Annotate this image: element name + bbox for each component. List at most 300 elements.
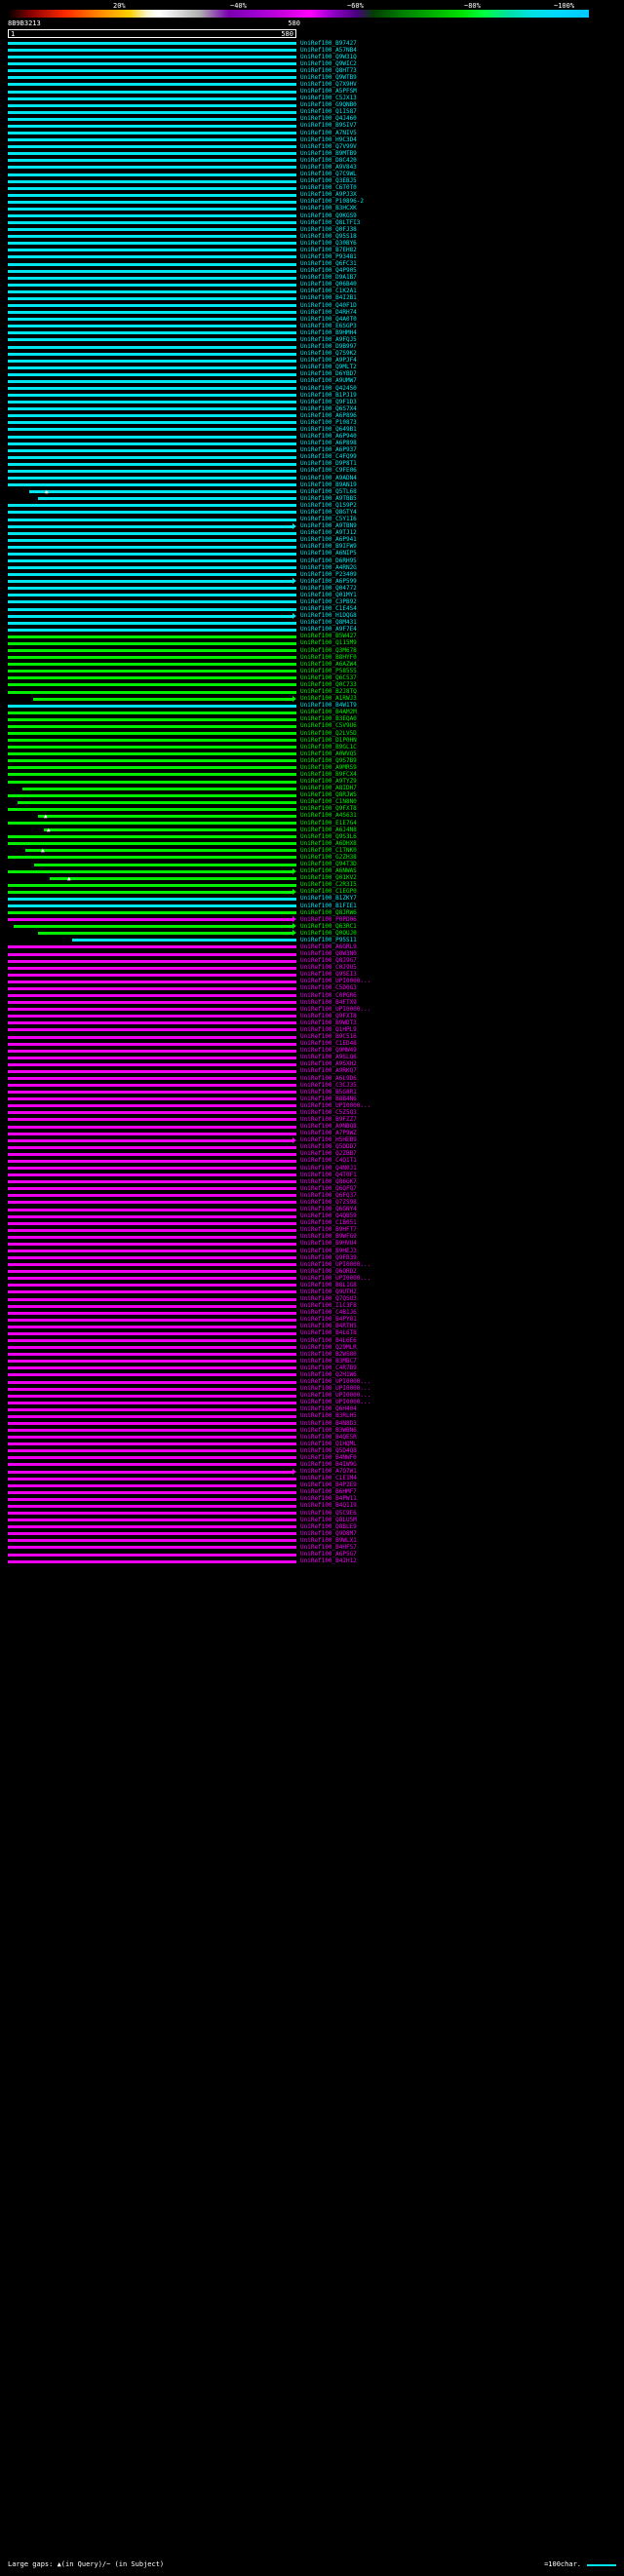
alignment-segment[interactable] <box>8 1560 296 1563</box>
alignment-segment[interactable] <box>8 1139 292 1142</box>
hit-label[interactable]: UniRef100_C5D0G3 <box>300 984 357 992</box>
alignment-segment[interactable] <box>8 456 296 459</box>
alignment-segment[interactable] <box>8 670 296 673</box>
hit-bar-row[interactable] <box>8 578 296 585</box>
hit-label[interactable]: UniRef100_B3RLH5 <box>300 1412 357 1420</box>
alignment-segment[interactable] <box>8 676 296 679</box>
alignment-segment[interactable] <box>8 201 296 204</box>
hit-label[interactable]: UniRef100_Q8LTFI3 <box>300 218 361 226</box>
alignment-segment[interactable] <box>8 62 296 65</box>
hit-label[interactable]: UniRef100_Q2H1W6 <box>300 1370 357 1378</box>
hit-label[interactable]: UniRef100_D6RH95 <box>300 557 357 564</box>
hit-label[interactable]: UniRef100_A8IDH7 <box>300 785 357 792</box>
hit-bar-row[interactable] <box>8 1116 296 1123</box>
hit-bar-row[interactable] <box>8 1075 296 1082</box>
hit-bar-row[interactable] <box>8 150 296 157</box>
hit-label[interactable]: UniRef100_B8B4N6 <box>300 1095 357 1102</box>
hit-bar-row[interactable] <box>8 1351 296 1358</box>
hit-bar-row[interactable] <box>8 302 296 309</box>
alignment-segment[interactable] <box>8 463 296 466</box>
hit-label[interactable]: UniRef100_Q8LU5M <box>300 1516 357 1523</box>
alignment-segment[interactable] <box>8 1284 296 1287</box>
hit-bar-row[interactable] <box>8 985 296 992</box>
alignment-segment[interactable] <box>8 553 296 556</box>
hit-bar-row[interactable] <box>8 668 296 674</box>
alignment-segment[interactable] <box>8 1519 296 1521</box>
alignment-segment[interactable] <box>8 387 296 390</box>
hit-bar-row[interactable] <box>8 74 296 81</box>
alignment-segment[interactable] <box>8 752 296 755</box>
hit-label[interactable]: UniRef100_A9TJ12 <box>300 529 357 537</box>
hit-label[interactable]: UniRef100_B4W1T9 <box>300 702 357 710</box>
alignment-segment[interactable] <box>8 56 296 58</box>
alignment-segment[interactable] <box>8 1305 296 1308</box>
alignment-segment[interactable] <box>8 559 296 562</box>
alignment-segment[interactable] <box>8 794 296 797</box>
hit-label[interactable]: UniRef100_H9C3D4 <box>300 135 357 143</box>
hit-label[interactable]: UniRef100_A4S631 <box>300 812 357 820</box>
hit-bar-row[interactable] <box>8 495 296 502</box>
alignment-segment[interactable] <box>8 856 296 859</box>
hit-bar-row[interactable] <box>8 447 296 454</box>
hit-label[interactable]: UniRef100_UPI0000... <box>300 1005 371 1013</box>
alignment-segment[interactable] <box>8 297 296 300</box>
hit-bar-row[interactable] <box>8 786 296 792</box>
alignment-segment[interactable] <box>8 145 296 148</box>
alignment-segment[interactable] <box>8 1001 296 1004</box>
hit-label[interactable]: UniRef100_C5Z5Q3 <box>300 1108 357 1116</box>
hit-bar-row[interactable] <box>8 1220 296 1227</box>
hit-bar-row[interactable] <box>8 889 296 896</box>
alignment-segment[interactable] <box>8 891 292 894</box>
hit-label[interactable]: UniRef100_B4JH12 <box>300 1557 357 1565</box>
hit-label[interactable]: UniRef100_Q04772 <box>300 584 357 592</box>
alignment-segment[interactable] <box>8 1539 296 1542</box>
alignment-segment[interactable] <box>8 1215 296 1218</box>
alignment-segment[interactable] <box>8 311 296 314</box>
alignment-segment[interactable] <box>8 945 296 948</box>
hit-label[interactable]: UniRef100_C0J9U5 <box>300 964 357 972</box>
hit-label[interactable]: UniRef100_B7EH82 <box>300 246 357 253</box>
alignment-segment[interactable] <box>8 635 296 638</box>
alignment-segment[interactable] <box>8 1084 296 1087</box>
hit-bar-row[interactable] <box>8 847 296 854</box>
alignment-segment[interactable] <box>8 1554 296 1557</box>
hit-bar-row[interactable] <box>8 178 296 185</box>
hit-label[interactable]: UniRef100_Q3M678 <box>300 646 357 654</box>
hit-label[interactable]: UniRef100_B4N8D3 <box>300 1419 357 1427</box>
hit-bar-row[interactable] <box>8 1192 296 1199</box>
alignment-segment[interactable] <box>8 470 296 473</box>
hit-label[interactable]: UniRef100_D9B997 <box>300 343 357 351</box>
hit-bar-row[interactable] <box>8 434 296 441</box>
hit-label[interactable]: UniRef100_Q4P905 <box>300 267 357 275</box>
hit-label[interactable]: UniRef100_A6P940 <box>300 433 357 441</box>
hit-label[interactable]: UniRef100_C3PB92 <box>300 597 357 605</box>
hit-label[interactable]: UniRef100_Q7C9WL <box>300 171 357 178</box>
alignment-segment[interactable] <box>44 827 296 834</box>
hit-bar-row[interactable] <box>8 268 296 275</box>
alignment-segment[interactable] <box>8 732 296 735</box>
hit-label[interactable]: UniRef100_A57NB4 <box>300 46 357 54</box>
hit-label[interactable]: UniRef100_C5V9U6 <box>300 722 357 730</box>
hit-bar-row[interactable] <box>8 60 296 67</box>
hit-label[interactable]: UniRef100_Q9W31Q <box>300 53 357 60</box>
alignment-segment[interactable] <box>8 904 296 907</box>
alignment-segment[interactable] <box>8 1126 296 1129</box>
alignment-segment[interactable] <box>8 214 296 217</box>
hit-label[interactable]: UniRef100_Q9UTH2 <box>300 1288 357 1295</box>
hit-label[interactable]: UniRef100_A6GRL9 <box>300 942 357 950</box>
hit-bar-row[interactable] <box>8 426 296 433</box>
hit-label[interactable]: UniRef100_UPI0000... <box>300 1392 371 1400</box>
hit-label[interactable]: UniRef100_C4Q1T1 <box>300 1157 357 1165</box>
hit-label[interactable]: UniRef100_Q9S7B9 <box>300 756 357 764</box>
hit-bar-row[interactable] <box>8 750 296 757</box>
hit-bar-row[interactable] <box>8 96 296 102</box>
hit-label[interactable]: UniRef100_Q6C537 <box>300 673 357 681</box>
hit-label[interactable]: UniRef100_Q4A0T0 <box>300 315 357 323</box>
hit-bar-row[interactable] <box>8 385 296 392</box>
hit-bar-row[interactable] <box>8 1558 296 1565</box>
hit-label[interactable]: UniRef100_B5W427 <box>300 633 357 640</box>
hit-bar-row[interactable] <box>8 1324 296 1330</box>
hit-label[interactable]: UniRef100_A9TBB5 <box>300 494 357 502</box>
hit-label[interactable]: UniRef100_Q7QSU3 <box>300 1295 357 1303</box>
hit-label[interactable]: UniRef100_UPI0000... <box>300 1260 371 1268</box>
alignment-segment[interactable] <box>8 449 296 452</box>
hit-bar-row[interactable] <box>8 1185 296 1192</box>
hit-label[interactable]: UniRef100_C1E1M4 <box>300 1475 357 1482</box>
hit-bar-row[interactable] <box>8 1288 296 1295</box>
hit-label[interactable]: UniRef100_Q2LV5D <box>300 729 357 737</box>
hit-bar-row[interactable] <box>8 689 296 696</box>
alignment-segment[interactable] <box>34 864 296 866</box>
alignment-segment[interactable] <box>8 421 296 424</box>
alignment-segment[interactable] <box>8 255 296 258</box>
hit-bar-row[interactable] <box>8 1393 296 1400</box>
alignment-segment[interactable] <box>8 1194 296 1197</box>
hit-label[interactable]: UniRef100_Q7X9HV <box>300 80 357 88</box>
alignment-segment[interactable] <box>29 488 296 496</box>
alignment-segment[interactable] <box>72 939 296 942</box>
hit-bar-row[interactable] <box>8 1317 296 1324</box>
hit-label[interactable]: UniRef100_A6P898 <box>300 440 357 447</box>
alignment-segment[interactable] <box>8 573 296 576</box>
alignment-segment[interactable] <box>8 1326 296 1328</box>
hit-label[interactable]: UniRef100_A6P941 <box>300 536 357 544</box>
hit-label[interactable]: UniRef100_Q42450 <box>300 384 357 392</box>
hit-bar-row[interactable] <box>8 378 296 385</box>
alignment-segment[interactable] <box>8 1036 296 1039</box>
alignment-segment[interactable] <box>8 318 296 321</box>
alignment-segment[interactable] <box>8 980 296 983</box>
hit-bar-row[interactable] <box>8 585 296 592</box>
alignment-segment[interactable] <box>8 532 296 535</box>
hit-bar-row[interactable] <box>8 172 296 178</box>
alignment-segment[interactable] <box>8 1388 296 1391</box>
hit-label[interactable]: UniRef100_Q94T3D <box>300 861 357 868</box>
hit-bar-row[interactable] <box>8 1144 296 1151</box>
hit-label[interactable]: UniRef100_UPI0000... <box>300 1385 371 1393</box>
alignment-segment[interactable] <box>50 874 296 882</box>
alignment-segment[interactable] <box>8 1133 296 1135</box>
hit-label[interactable]: UniRef100_C1EGP0 <box>300 888 357 896</box>
hit-bar-row[interactable] <box>8 1041 296 1048</box>
hit-label[interactable]: UniRef100_A9V843 <box>300 163 357 171</box>
alignment-segment[interactable] <box>8 1366 296 1369</box>
alignment-segment[interactable] <box>8 208 296 211</box>
alignment-segment[interactable] <box>8 1429 296 1432</box>
hit-bar-row[interactable] <box>8 275 296 282</box>
hit-label[interactable]: UniRef100_Q4QB59 <box>300 1212 357 1220</box>
alignment-segment[interactable] <box>8 325 296 327</box>
hit-label[interactable]: UniRef100_I1C3F8 <box>300 1302 357 1310</box>
alignment-segment[interactable] <box>25 847 296 855</box>
hit-label[interactable]: UniRef100_B9AN19 <box>300 481 357 488</box>
hit-label[interactable]: UniRef100_Q4N0J1 <box>300 1164 357 1172</box>
hit-bar-row[interactable] <box>8 674 296 681</box>
hit-label[interactable]: UniRef100_Q6ORD2 <box>300 1267 357 1275</box>
hit-bar-row[interactable] <box>8 1510 296 1517</box>
hit-bar-row[interactable] <box>8 1454 296 1461</box>
hit-bar-row[interactable] <box>8 1544 296 1551</box>
hit-label[interactable]: UniRef100_Q5DDD7 <box>300 1143 357 1151</box>
alignment-segment[interactable] <box>8 1353 296 1356</box>
hit-bar-row[interactable] <box>8 1420 296 1427</box>
hit-label[interactable]: UniRef100_C1ED48 <box>300 1040 357 1048</box>
hit-bar-row[interactable] <box>8 323 296 329</box>
alignment-segment[interactable] <box>8 152 296 155</box>
hit-bar-row[interactable] <box>8 517 296 523</box>
hit-label[interactable]: UniRef100_UPI0000... <box>300 1378 371 1386</box>
alignment-segment[interactable] <box>8 477 296 480</box>
hit-bar-row[interactable] <box>8 744 296 750</box>
alignment-segment[interactable] <box>8 870 292 873</box>
hit-label[interactable]: UniRef100_UPI0000... <box>300 1101 371 1109</box>
hit-bar-row[interactable] <box>8 592 296 598</box>
hit-label[interactable]: UniRef100_A9SLQ6 <box>300 1054 357 1061</box>
alignment-segment[interactable] <box>8 1360 296 1363</box>
alignment-segment[interactable] <box>8 781 296 784</box>
hit-bar-row[interactable] <box>8 1496 296 1503</box>
alignment-segment[interactable] <box>8 622 296 625</box>
alignment-segment[interactable] <box>8 118 296 121</box>
alignment-segment[interactable] <box>8 270 296 273</box>
hit-bar-row[interactable] <box>8 937 296 943</box>
hit-label[interactable]: UniRef100_A4RN2G <box>300 563 357 571</box>
hit-bar-row[interactable] <box>8 1227 296 1234</box>
alignment-segment[interactable] <box>8 759 296 762</box>
alignment-segment[interactable] <box>8 91 296 94</box>
hit-bar-row[interactable] <box>8 219 296 226</box>
hit-bar-row[interactable] <box>8 1476 296 1482</box>
alignment-segment[interactable] <box>8 918 292 921</box>
alignment-segment[interactable] <box>8 974 296 977</box>
hit-bar-row[interactable] <box>8 206 296 212</box>
hit-bar-row[interactable] <box>8 1537 296 1544</box>
hit-label[interactable]: UniRef100_B9GL1C <box>300 743 357 750</box>
hit-bar-row[interactable] <box>8 351 296 358</box>
hit-label[interactable]: UniRef100_B4FTX9 <box>300 998 357 1006</box>
hit-label[interactable]: UniRef100_Q7ZS98 <box>300 1198 357 1206</box>
alignment-segment[interactable] <box>8 546 296 549</box>
hit-bar-row[interactable] <box>8 40 296 47</box>
hit-label[interactable]: UniRef100_B1FIE1 <box>300 902 357 909</box>
alignment-segment[interactable] <box>8 1209 296 1211</box>
alignment-segment[interactable] <box>8 1436 296 1439</box>
alignment-segment[interactable] <box>8 1263 296 1266</box>
hit-bar-row[interactable] <box>8 606 296 613</box>
hit-bar-row[interactable] <box>8 405 296 412</box>
hit-label[interactable]: UniRef100_C4R7B9 <box>300 1364 357 1371</box>
hit-bar-row[interactable] <box>8 1337 296 1344</box>
alignment-segment[interactable] <box>8 1512 296 1515</box>
hit-bar-row[interactable] <box>8 481 296 488</box>
alignment-segment[interactable] <box>8 284 296 287</box>
hit-label[interactable]: UniRef100_C0PGR6 <box>300 991 357 999</box>
alignment-segment[interactable] <box>8 76 296 79</box>
hit-bar-row[interactable] <box>8 329 296 336</box>
hit-label[interactable]: UniRef100_Q6FC31 <box>300 260 357 268</box>
alignment-segment[interactable] <box>33 698 292 701</box>
hit-bar-row[interactable] <box>8 109 296 116</box>
alignment-segment[interactable] <box>8 1290 296 1293</box>
alignment-segment[interactable] <box>8 1532 296 1535</box>
hit-label[interactable]: UniRef100_A6L9D6 <box>300 1074 357 1082</box>
hit-bar-row[interactable] <box>8 67 296 74</box>
hit-bar-row[interactable] <box>8 544 296 551</box>
alignment-segment[interactable] <box>8 111 296 114</box>
alignment-segment[interactable] <box>8 1298 296 1301</box>
hit-bar-row[interactable] <box>8 1137 296 1144</box>
hit-label[interactable]: UniRef100_C5JX13 <box>300 95 357 102</box>
hit-bar-row[interactable] <box>8 716 296 723</box>
alignment-segment[interactable] <box>8 1250 296 1252</box>
hit-label[interactable]: UniRef100_B9HFT7 <box>300 1226 357 1234</box>
alignment-segment[interactable] <box>8 967 296 970</box>
alignment-segment[interactable] <box>8 1187 296 1190</box>
hit-label[interactable]: UniRef100_B9HEJ3 <box>300 1247 357 1254</box>
hit-label[interactable]: UniRef100_Q8M431 <box>300 619 357 627</box>
hit-bar-row[interactable] <box>8 661 296 668</box>
hit-label[interactable]: UniRef100_Q9FB39 <box>300 1253 357 1261</box>
hit-bar-row[interactable] <box>8 247 296 253</box>
alignment-segment[interactable] <box>8 380 296 383</box>
hit-label[interactable]: UniRef100_Q8GTY4 <box>300 508 357 516</box>
alignment-segment[interactable] <box>8 173 296 176</box>
hit-bar-row[interactable] <box>8 1275 296 1282</box>
hit-label[interactable]: UniRef100_Q95S18 <box>300 232 357 240</box>
hit-bar-row[interactable] <box>8 295 296 302</box>
alignment-segment[interactable] <box>8 394 296 397</box>
hit-bar-row[interactable] <box>8 1447 296 1454</box>
hit-label[interactable]: UniRef100_Q1HQML <box>300 1440 357 1447</box>
hit-label[interactable]: UniRef100_B4Q1I9 <box>300 1502 357 1510</box>
alignment-segment[interactable] <box>8 1277 296 1280</box>
alignment-segment[interactable] <box>8 1153 296 1156</box>
alignment-segment[interactable] <box>8 249 296 251</box>
hit-label[interactable]: UniRef100_Q0OUJ0 <box>300 929 357 937</box>
hit-bar-row[interactable] <box>8 226 296 233</box>
hit-bar-row[interactable] <box>8 1034 296 1041</box>
hit-label[interactable]: UniRef100_P23409 <box>300 570 357 578</box>
alignment-segment[interactable] <box>8 1104 296 1107</box>
hit-label[interactable]: UniRef100_A1RWJ3 <box>300 695 357 703</box>
hit-bar-row[interactable] <box>8 502 296 509</box>
alignment-segment[interactable] <box>8 1498 296 1501</box>
alignment-segment[interactable] <box>38 812 296 820</box>
hit-bar-row[interactable] <box>8 1172 296 1178</box>
hit-bar-row[interactable] <box>8 1379 296 1386</box>
hit-label[interactable]: UniRef100_A9TBN9 <box>300 522 357 530</box>
hit-bar-row[interactable] <box>8 475 296 481</box>
alignment-segment[interactable] <box>8 615 292 618</box>
hit-label[interactable]: UniRef100_B1PJ19 <box>300 391 357 399</box>
alignment-segment[interactable] <box>8 1463 296 1466</box>
alignment-segment[interactable] <box>8 1180 296 1183</box>
hit-label[interactable]: UniRef100_B4QE5R <box>300 1433 357 1441</box>
hit-label[interactable]: UniRef100_B4PY81 <box>300 1316 357 1324</box>
alignment-segment[interactable] <box>8 600 296 603</box>
hit-bar-row[interactable] <box>8 771 296 778</box>
alignment-segment[interactable] <box>8 1402 296 1404</box>
hit-label[interactable]: UniRef100_Q2ZBB7 <box>300 1150 357 1158</box>
hit-bar-row[interactable] <box>8 253 296 260</box>
hit-label[interactable]: UniRef100_Q9F1D3 <box>300 398 357 405</box>
hit-bar-row[interactable] <box>8 647 296 654</box>
hit-label[interactable]: UniRef100_G2ZH38 <box>300 853 357 861</box>
hit-label[interactable]: UniRef100_A9PJ3X <box>300 191 357 199</box>
hit-label[interactable]: UniRef100_B4AM2M <box>300 709 357 716</box>
alignment-segment[interactable] <box>8 1339 296 1342</box>
hit-label[interactable]: UniRef100_E6SGP3 <box>300 322 357 329</box>
hit-label[interactable]: UniRef100_B9MTB9 <box>300 149 357 157</box>
hit-bar-row[interactable] <box>8 806 296 813</box>
alignment-segment[interactable] <box>8 221 296 224</box>
hit-bar-row[interactable] <box>8 551 296 557</box>
alignment-segment[interactable] <box>8 194 296 197</box>
hit-label[interactable]: UniRef100_Q9WTB9 <box>300 73 357 81</box>
alignment-segment[interactable] <box>8 428 296 431</box>
hit-label[interactable]: UniRef100_C1TNK0 <box>300 846 357 854</box>
alignment-segment[interactable] <box>8 346 296 349</box>
hit-label[interactable]: UniRef100_Q7V99V <box>300 142 357 150</box>
alignment-segment[interactable] <box>8 663 296 666</box>
hit-bar-row[interactable] <box>8 1310 296 1317</box>
hit-label[interactable]: UniRef100_Q0FJ38 <box>300 225 357 233</box>
hit-label[interactable]: UniRef100_Q6H404 <box>300 1405 357 1413</box>
hit-bar-row[interactable] <box>8 1234 296 1241</box>
hit-label[interactable]: UniRef100_Q115M9 <box>300 639 357 647</box>
hit-bar-row[interactable] <box>8 123 296 130</box>
hit-bar-row[interactable] <box>8 130 296 136</box>
hit-bar-row[interactable] <box>8 1489 296 1496</box>
alignment-segment[interactable] <box>8 746 296 749</box>
hit-label[interactable]: UniRef100_C6T0T0 <box>300 184 357 192</box>
hit-bar-row[interactable] <box>8 157 296 164</box>
alignment-segment[interactable] <box>8 504 296 507</box>
hit-label[interactable]: UniRef100_B97427 <box>300 39 357 47</box>
alignment-segment[interactable] <box>8 1312 296 1315</box>
hit-label[interactable]: UniRef100_B9FZZ7 <box>300 1115 357 1123</box>
hit-bar-row[interactable] <box>8 1241 296 1248</box>
alignment-segment[interactable] <box>8 331 296 334</box>
alignment-segment[interactable] <box>14 925 292 928</box>
alignment-segment[interactable] <box>8 338 296 341</box>
alignment-segment[interactable] <box>8 83 296 86</box>
hit-bar-row[interactable] <box>8 1165 296 1172</box>
